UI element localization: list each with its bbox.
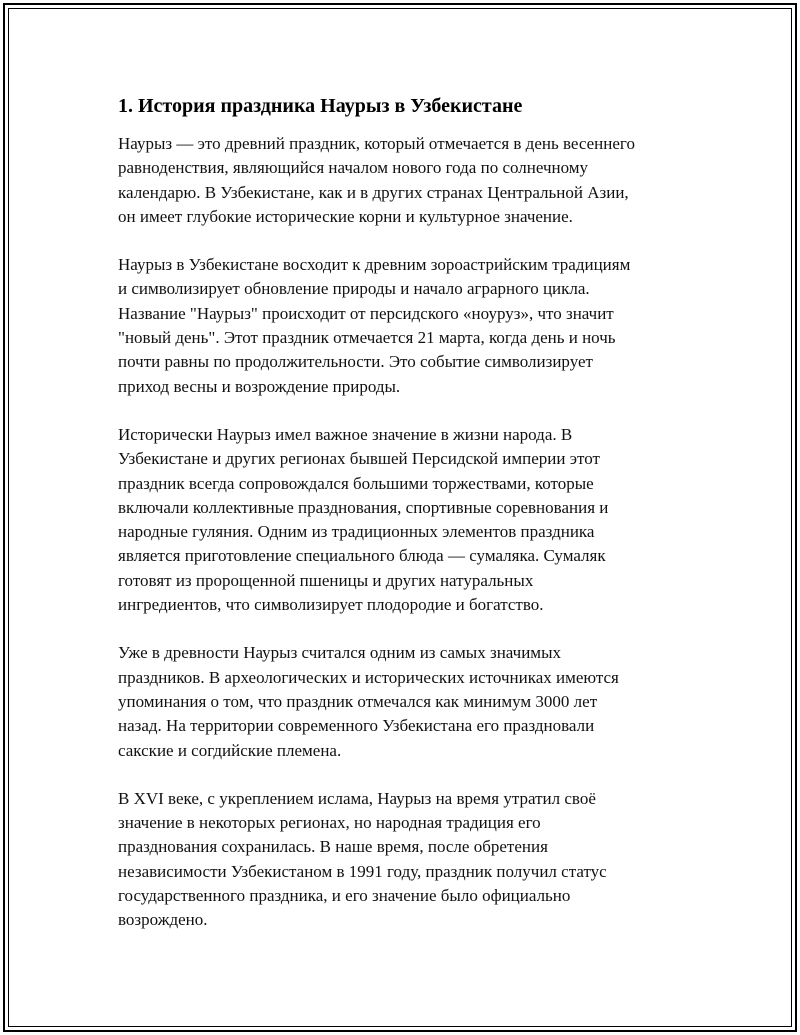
paragraph-intro: Наурыз — это древний праздник, который отмечается в день весеннего равноденствия, являющийся началом нового года по солнечному календарю. В Узбекистане, как и в других странах Центральной Азии, он имеет глубокие исторические корни и культурное значение. bbox=[118, 134, 635, 226]
paragraph-history: Исторически Наурыз имел важное значение в жизни народа. В Узбекистане и других регионах бывшей Персидской империи этот праздник всегда сопровождался большими торжествами, которые включали коллективные празднования, спортивные соревнования и народные гуляния. Одним из традиционных элементов праздника является приготовление специального блюда — сумаляка. Сумаляк готовят из пророщенной пшеницы и других натуральных ингредиентов, что символизирует плодородие и богатство. bbox=[118, 424, 609, 615]
document-body bbox=[118, 94, 688, 957]
paragraph-antiquity: Уже в древности Наурыз считался одним из самых значимых праздников. В археологических и исторических источниках имеются упоминания о том, что праздник отмечался как минимум 3000 лет назад. На территории современного Узбекистана его праздновали сакские и согдийские племена. bbox=[118, 643, 619, 760]
section-heading: 1. История праздника Наурыз в Узбекистане bbox=[118, 95, 523, 117]
paragraph-modern: В XVI веке, с укреплением ислама, Наурыз на время утратил своё значение в некоторых регионах, но народная традиция его празднования сохранилась. В наше время, после обретения независимости Узбекистаном в 1991 году, праздник получил статус государственного праздника, и его значение было официально возрождено. bbox=[118, 788, 607, 930]
paragraph-origins: Наурыз в Узбекистане восходит к древним зороастрийским традициям и символизирует обновление природы и начало аграрного цикла. Название "Наурыз" происходит от персидского «ноуруз», что значит "новый день". Этот праздник отмечается 21 марта, когда день и ночь почти равны по продолжительности. Это событие символизирует приход весны и возрождение природы. bbox=[118, 255, 631, 396]
